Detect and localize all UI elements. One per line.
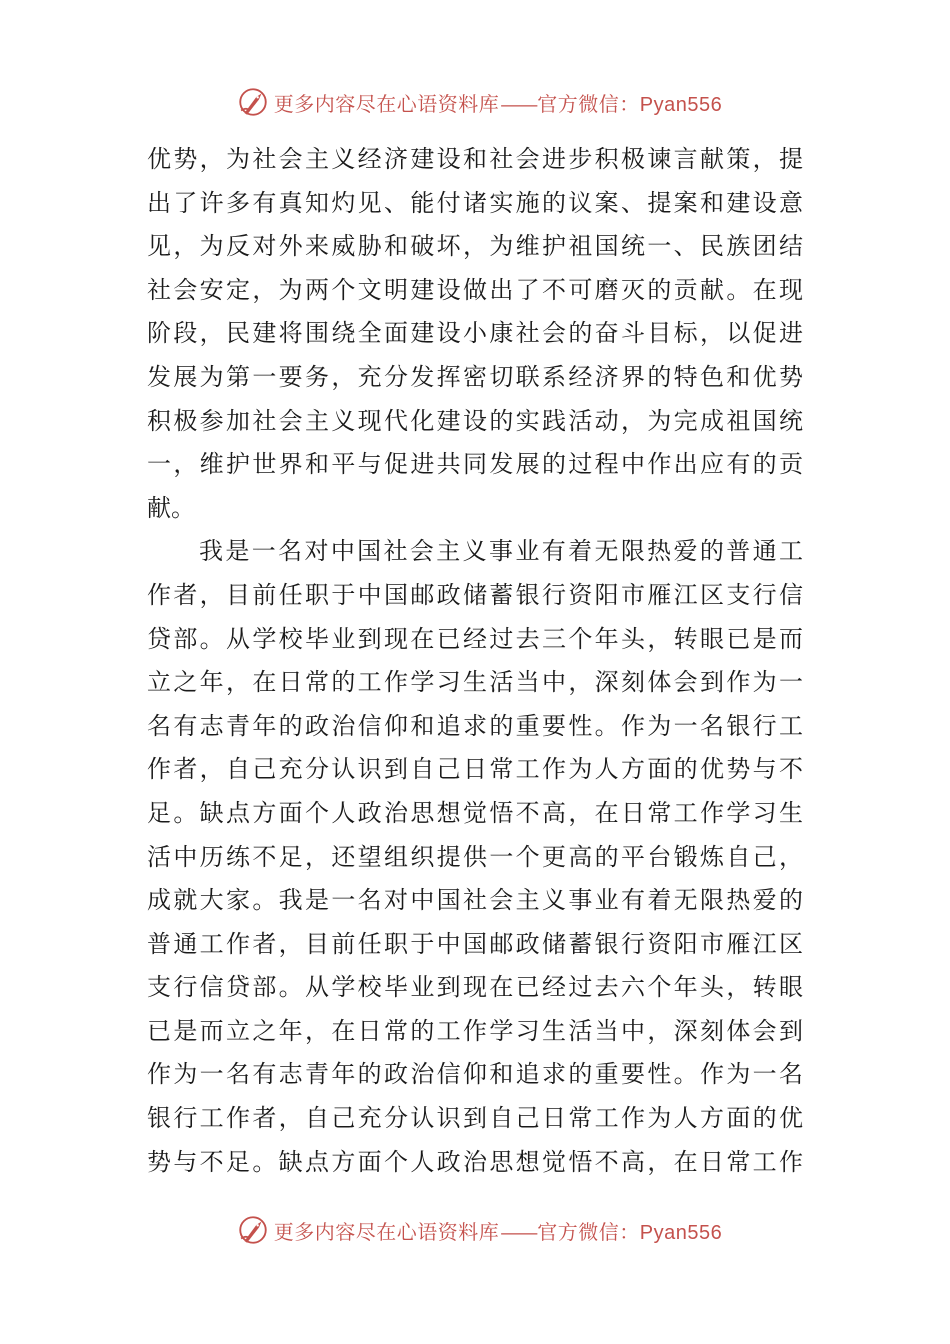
watermark-text (274, 88, 722, 117)
text-line: 立之年，在日常的工作学习生活当中，深刻体会到作为一 (147, 668, 803, 697)
text-line: 作为一名有志青年的政治信仰和追求的重要性。作为一名 (147, 1060, 803, 1089)
text-line: 势与不足。缺点方面个人政治思想觉悟不高，在日常工作 (147, 1147, 803, 1176)
text-line: 出了许多有真知灼见、能付诸实施的议案、提案和建设意 (147, 188, 803, 217)
text-line: 一，维护世界和平与促进共同发展的过程中作出应有的贡 (147, 450, 803, 479)
text-line: 活中历练不足，还望组织提供一个更高的平台锻炼自己， (147, 842, 803, 871)
paragraph-1 (147, 138, 803, 530)
text-line: 我是一名对中国社会主义事业有着无限热爱的普通工 (199, 537, 803, 566)
watermark-main: 更多内容尽在心语资料库 (273, 91, 500, 116)
footer-watermark (0, 1210, 950, 1250)
text-line: 已是而立之年，在日常的工作学习生活当中，深刻体会到 (147, 1016, 803, 1045)
text-line: 积极参加社会主义现代化建设的实践活动，为完成祖国统 (147, 406, 803, 435)
text-line: 名有志青年的政治信仰和追求的重要性。作为一名银行工 (147, 711, 803, 740)
watermark-wechat-id: Pyan556 (639, 93, 723, 116)
text-line: 贷部。从学校毕业到现在已经过去三个年头，转眼已是而 (147, 624, 803, 653)
text-line: 见，为反对外来威胁和破坏，为维护祖国统一、民族团结 (147, 232, 803, 261)
text-line: 支行信贷部。从学校毕业到现在已经过去六个年头，转眼 (147, 973, 803, 1002)
watermark-text (274, 1216, 722, 1245)
text-line: 献。 (147, 493, 195, 522)
text-line: 作者，目前任职于中国邮政储蓄银行资阳市雁江区支行信 (147, 580, 803, 609)
text-line: 作者，自己充分认识到自己日常工作为人方面的优势与不 (147, 755, 803, 784)
text-line: 成就大家。我是一名对中国社会主义事业有着无限热爱的 (147, 886, 803, 915)
text-line: 足。缺点方面个人政治思想觉悟不高，在日常工作学习生 (147, 798, 803, 827)
text-line: 发展为第一要务，充分发挥密切联系经济界的特色和优势 (147, 362, 803, 391)
pen-nib-circle-logo-icon (236, 1213, 270, 1247)
document-body (147, 138, 803, 1184)
text-line: 社会安定，为两个文明建设做出了不可磨灭的贡献。在现 (147, 275, 803, 304)
watermark-official-label: 官方微信： (537, 1219, 640, 1244)
header-watermark (0, 82, 950, 122)
text-line: 阶段，民建将围绕全面建设小康社会的奋斗目标，以促进 (147, 319, 803, 348)
pen-nib-circle-logo-icon (236, 85, 270, 119)
watermark-main: 更多内容尽在心语资料库 (273, 1219, 500, 1244)
text-line: 普通工作者，目前任职于中国邮政储蓄银行资阳市雁江区 (147, 929, 803, 958)
watermark-group (236, 1213, 722, 1247)
paragraph-2 (147, 530, 803, 1184)
watermark-dash: —— (500, 91, 537, 116)
watermark-official-label: 官方微信： (537, 91, 640, 116)
watermark-group (236, 85, 722, 119)
watermark-dash: —— (500, 1219, 537, 1244)
text-line: 优势，为社会主义经济建设和社会进步积极谏言献策，提 (147, 145, 803, 173)
text-line: 银行工作者，自己充分认识到自己日常工作为人方面的优 (147, 1104, 803, 1133)
watermark-wechat-id: Pyan556 (639, 1221, 723, 1244)
